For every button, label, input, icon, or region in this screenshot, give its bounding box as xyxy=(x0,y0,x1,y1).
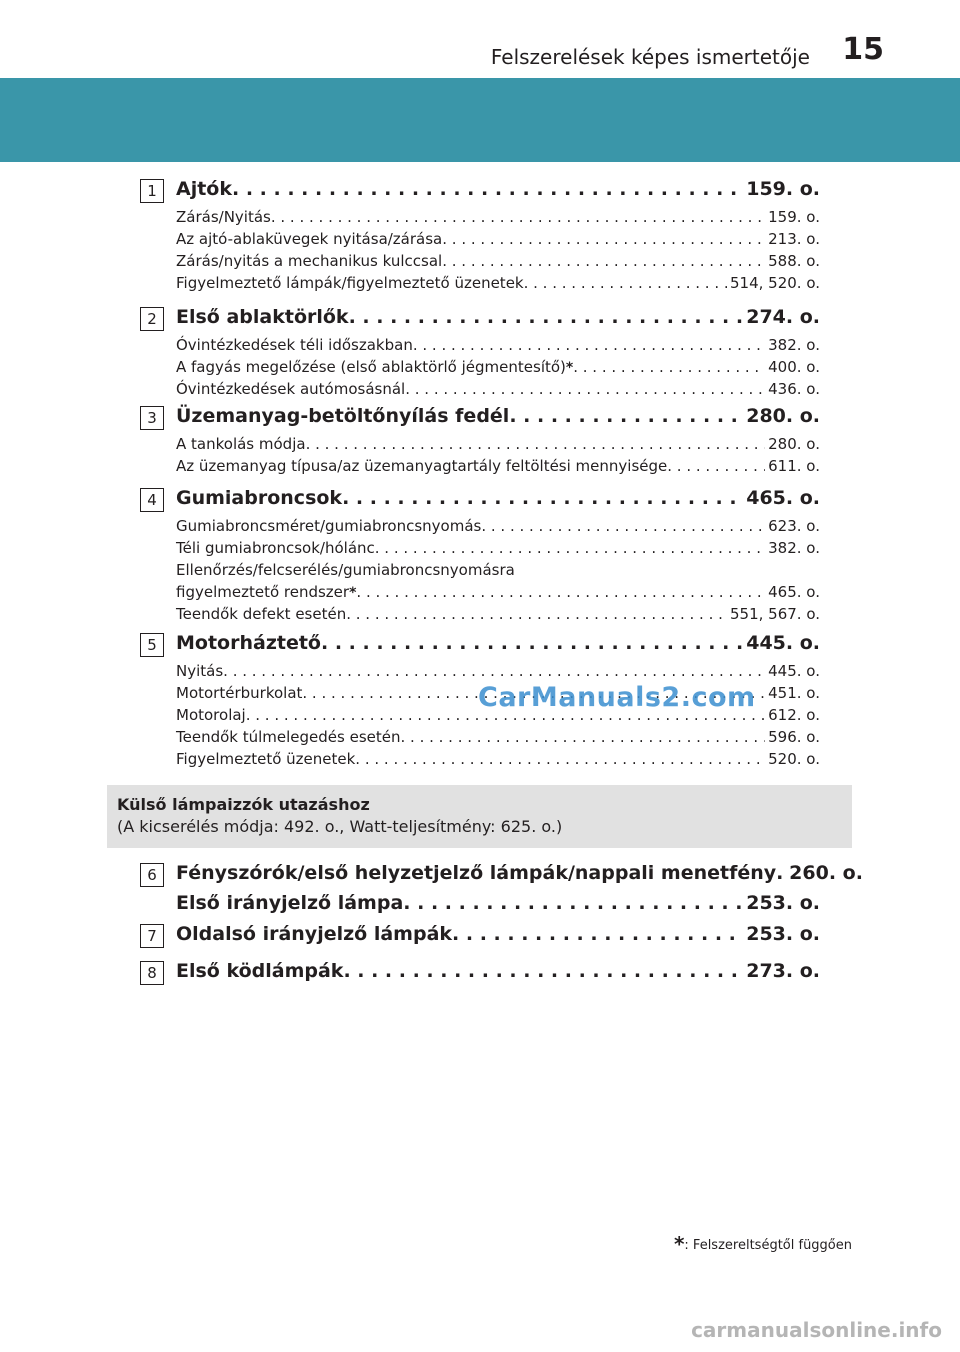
index-entry-label: Teendők defekt esetén xyxy=(176,605,347,623)
section-heading-label: Gumiabroncsok xyxy=(176,487,343,509)
page-number: 15 xyxy=(842,32,884,67)
dot-leader xyxy=(346,605,727,623)
dot-leader xyxy=(524,274,727,292)
dot-leader xyxy=(232,178,743,200)
index-entry-page: 612. o. xyxy=(768,706,820,724)
index-entry-page: 436. o. xyxy=(768,380,820,398)
callout-number: 7 xyxy=(140,924,164,948)
index-entry xyxy=(176,605,820,627)
lamp-entry-label: Fényszórók/első helyzetjelző lámpák/nappali menetfény xyxy=(176,862,777,884)
index-entry-page: 400. o. xyxy=(768,358,820,376)
dot-leader xyxy=(375,539,765,557)
dot-leader xyxy=(403,892,743,914)
index-entry-label: Óvintézkedések autómosásnál xyxy=(176,380,406,398)
callout-number: 5 xyxy=(140,633,164,657)
index-entry-label: Motortérburkolat xyxy=(176,684,303,702)
index-entry xyxy=(176,435,820,457)
index-entry xyxy=(176,662,820,684)
callout-number: 6 xyxy=(140,863,164,887)
section-heading-label: Ajtók xyxy=(176,178,232,200)
section-heading-label: Üzemanyag-betöltőnyílás fedél xyxy=(176,405,510,427)
dot-leader xyxy=(481,517,765,535)
section-heading xyxy=(176,487,820,517)
section-heading-label: Motorháztető xyxy=(176,632,321,654)
index-entry xyxy=(176,517,820,539)
index-entry-label: Az üzemanyag típusa/az üzemanyagtartály feltöltési mennyisége xyxy=(176,457,668,475)
index-entry-label: Téli gumiabroncsok/hólánc xyxy=(176,539,375,557)
index-entry xyxy=(176,539,820,561)
index-entry xyxy=(176,208,820,230)
lamp-entry-page: 253. o. xyxy=(746,923,820,945)
lamp-box-subtitle: (A kicserélés módja: 492. o., Watt-teljesítmény: 625. o.) xyxy=(117,817,563,836)
lamp-entry xyxy=(176,960,820,990)
dot-leader xyxy=(306,435,766,453)
index-entry-page: 514, 520. o. xyxy=(729,274,820,292)
index-entry-page: 382. o. xyxy=(768,336,820,354)
section-heading xyxy=(176,306,820,336)
index-entry xyxy=(176,230,820,252)
lamp-entry-page: 253. o. xyxy=(746,892,820,914)
index-entry-label: Az ajtó-ablaküvegek nyitása/zárása xyxy=(176,230,443,248)
section-heading-page: 274. o. xyxy=(746,306,820,328)
dot-leader xyxy=(401,728,766,746)
index-entry-page: 213. o. xyxy=(768,230,820,248)
watermark-logo: CarManuals2.com xyxy=(478,682,756,713)
dot-leader xyxy=(349,306,744,328)
index-entry-label: Figyelmeztető lámpák/figyelmeztető üzenetek xyxy=(176,274,524,292)
callout-number: 3 xyxy=(140,406,164,430)
index-entry-label: Ellenőrzés/felcserélés/gumiabroncsnyomásra xyxy=(176,561,515,579)
index-entry-label: Zárás/Nyitás xyxy=(176,208,271,226)
index-entry xyxy=(176,380,820,402)
dot-leader xyxy=(321,632,743,654)
index-entry xyxy=(176,336,820,358)
lamp-entry xyxy=(176,923,820,953)
section-heading-page: 465. o. xyxy=(746,487,820,509)
dot-leader xyxy=(667,457,765,475)
dot-leader xyxy=(356,583,765,601)
footnote xyxy=(674,1232,852,1256)
section-heading-page: 445. o. xyxy=(746,632,820,654)
dot-leader xyxy=(343,960,743,982)
index-entry-label: Zárás/nyitás a mechanikus kulccsal xyxy=(176,252,443,270)
dot-leader xyxy=(573,358,765,376)
lamp-entry xyxy=(176,892,820,922)
index-entry-label: Figyelmeztető üzenetek xyxy=(176,750,356,768)
index-entry xyxy=(176,583,820,605)
page-header-title: Felszerelések képes ismertetője xyxy=(490,45,810,69)
index-entry-label: Motorolaj xyxy=(176,706,246,724)
dot-leader xyxy=(509,405,743,427)
footnote-text: : Felszereltségtől függően xyxy=(684,1238,852,1253)
asterisk-mark: * xyxy=(349,585,357,601)
index-entry-page: 596. o. xyxy=(768,728,820,746)
index-entry-label: Óvintézkedések téli időszakban xyxy=(176,336,413,354)
index-entry-label: Nyitás xyxy=(176,662,224,680)
lamp-entry xyxy=(176,862,863,892)
index-entry-page: 520. o. xyxy=(768,750,820,768)
dot-leader xyxy=(442,252,765,270)
lamp-info-box xyxy=(107,785,852,848)
dot-leader xyxy=(413,336,765,354)
index-entry-page: 465. o. xyxy=(768,583,820,601)
index-entry-label: Teendők túlmelegedés esetén xyxy=(176,728,401,746)
index-entry xyxy=(176,728,820,750)
index-entry xyxy=(176,561,820,583)
callout-number: 1 xyxy=(140,179,164,203)
dot-leader xyxy=(355,750,765,768)
index-entry-page: 445. o. xyxy=(768,662,820,680)
lamp-entry-label: Oldalsó irányjelző lámpák xyxy=(176,923,453,945)
section-heading xyxy=(176,405,820,435)
index-entry xyxy=(176,274,820,296)
index-entry-label: Gumiabroncsméret/gumiabroncsnyomás xyxy=(176,517,482,535)
top-strip xyxy=(0,0,960,78)
index-entry-page: 588. o. xyxy=(768,252,820,270)
dot-leader xyxy=(223,662,765,680)
lamp-entry-page: 260. o. xyxy=(789,862,863,884)
dot-leader xyxy=(776,862,786,884)
callout-number: 8 xyxy=(140,961,164,985)
index-entry xyxy=(176,252,820,274)
callout-number: 4 xyxy=(140,488,164,512)
dot-leader xyxy=(342,487,743,509)
index-entry-label: A tankolás módja xyxy=(176,435,306,453)
index-entry xyxy=(176,457,820,479)
dot-leader xyxy=(442,230,765,248)
callout-number: 2 xyxy=(140,307,164,331)
lamp-entry-label: Első ködlámpák xyxy=(176,960,344,982)
header-band xyxy=(0,78,960,162)
index-entry-page: 280. o. xyxy=(768,435,820,453)
index-entry xyxy=(176,750,820,772)
dot-leader xyxy=(452,923,743,945)
index-entry-page: 382. o. xyxy=(768,539,820,557)
site-footer-watermark: carmanualsonline.info xyxy=(691,1318,942,1342)
lamp-box-title: Külső lámpaizzók utazáshoz xyxy=(117,795,370,814)
index-entry-page: 159. o. xyxy=(768,208,820,226)
index-entry-label: figyelmeztető rendszer xyxy=(176,583,350,601)
index-entry-page: 611. o. xyxy=(768,457,820,475)
section-heading xyxy=(176,178,820,208)
asterisk-mark: * xyxy=(565,360,574,376)
dot-leader xyxy=(271,208,765,226)
index-entry-page: 451. o. xyxy=(768,684,820,702)
section-heading-page: 280. o. xyxy=(746,405,820,427)
index-entry-page: 623. o. xyxy=(768,517,820,535)
lamp-entry-page: 273. o. xyxy=(746,960,820,982)
section-heading xyxy=(176,632,820,662)
dot-leader xyxy=(405,380,765,398)
index-entry-page: 551, 567. o. xyxy=(729,605,820,623)
index-entry-label: A fagyás megelőzése (első ablaktörlő jégmentesítő) xyxy=(176,358,566,376)
footnote-star: * xyxy=(673,1232,685,1256)
lamp-entry-label: Első irányjelző lámpa xyxy=(176,892,404,914)
section-heading-page: 159. o. xyxy=(746,178,820,200)
index-entry xyxy=(176,358,820,380)
section-heading-label: Első ablaktörlők xyxy=(176,306,349,328)
